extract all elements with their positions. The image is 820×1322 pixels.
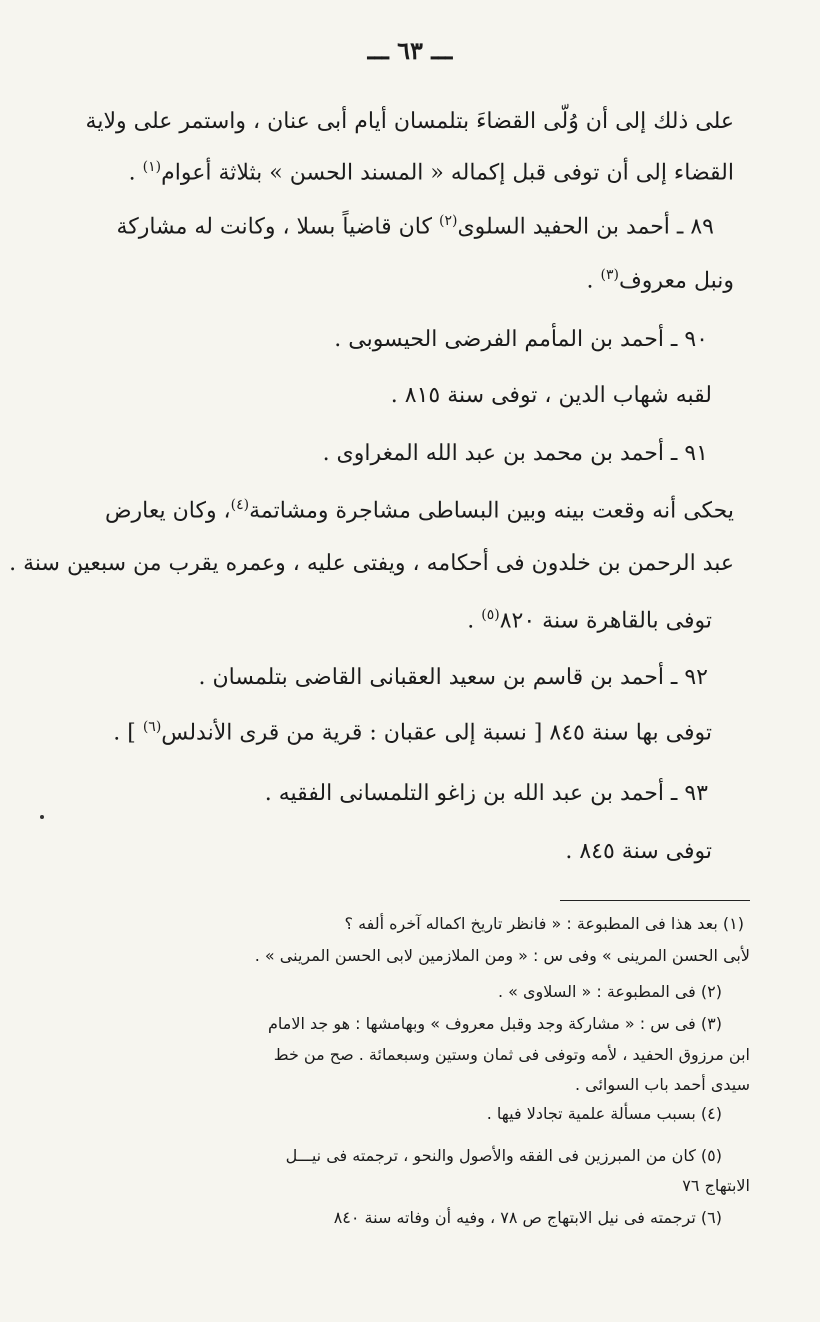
entry-91-death — [467, 606, 712, 636]
footnote-mark-6: (٦) — [142, 719, 162, 735]
period: . — [128, 160, 143, 186]
text-line-2-body: القضاء إلى أن توفى قبل إكماله « المسند الحسن » بثلاثة أعوام — [161, 160, 734, 186]
footnote-5-line-2: الابتهاج ٧٦ — [682, 1176, 750, 1195]
entry-91-heading: ٩١ ـ أحمد بن محمد بن عبد الله المغراوى . — [322, 441, 708, 466]
period: . — [467, 608, 482, 634]
footnote-mark-2: (٢) — [438, 213, 458, 229]
entry-93-heading: ٩٣ ـ أحمد بن عبد الله بن زاغو التلمسانى الفقيه . — [264, 781, 708, 806]
period: . — [586, 268, 601, 294]
entry-92-heading: ٩٢ ـ أحمد بن قاسم بن سعيد العقبانى القاضى بتلمسان . — [198, 665, 708, 690]
footnote-4: (٤) بسبب مسألة علمية تجادلا فيها . — [486, 1104, 722, 1123]
footnote-2: (٢) فى المطبوعة : « السلاوى » . — [497, 982, 722, 1001]
footnote-mark-5: (٥) — [481, 607, 500, 623]
entry-93-text: توفى سنة ٨٤٥ . — [565, 839, 712, 864]
entry-92-text-body: توفى بها سنة ٨٤٥ [ نسبة إلى عقبان : قرية من قرى الأندلس — [161, 720, 712, 746]
footnote-separator — [560, 900, 750, 901]
footnote-1-line-2: لأبى الحسن المرينى » وفى س : « ومن الملازمين لابى الحسن المرينى » . — [254, 946, 750, 965]
footnote-1-line-1: (١) بعد هذا فى المطبوعة : « فانظر تاريخ اكماله آخره ألفه ؟ — [344, 914, 744, 933]
footnote-5-line-1: (٥) كان من المبرزين فى الفقه والأصول والنحو ، ترجمته فى نيـــل — [285, 1146, 722, 1165]
bracket-close: ] . — [113, 720, 143, 746]
entry-91-text-1b: ، وكان يعارض — [104, 498, 231, 524]
entry-91-death-text: توفى بالقاهرة سنة ٨٢٠ — [499, 608, 712, 634]
text-line-2 — [129, 158, 734, 188]
text-line-1: على ذلك إلى أن وُلّى القضاءَ بتلمسان أيام أبى عنان ، واستمر على ولاية — [85, 109, 734, 134]
entry-90-text: لقبه شهاب الدين ، توفى سنة ٨١٥ . — [390, 383, 712, 408]
entry-89-heading — [116, 212, 714, 242]
footnote-mark-3: (٣) — [600, 267, 619, 283]
entry-89-cont-text: ونبل معروف — [618, 268, 734, 294]
page-number: ـــ ٦٣ ـــ — [367, 36, 453, 65]
entry-89-continuation — [587, 266, 734, 296]
entry-91-text-2: عبد الرحمن بن خلدون فى أحكامه ، ويفتى عليه ، وعمره يقرب من سبعين سنة . — [9, 551, 734, 576]
entry-90-heading: ٩٠ ـ أحمد بن المأمم الفرضى الحيسوبى . — [334, 327, 708, 352]
entry-91-text-1 — [105, 496, 734, 526]
entry-89-name: ٨٩ ـ أحمد بن الحفيد السلوى — [457, 214, 714, 240]
footnote-3-line-3: سيدى أحمد باب السوائى . — [574, 1075, 750, 1094]
footnote-mark-1: (١) — [142, 159, 162, 175]
footnote-3-line-2: ابن مرزوق الحفيد ، لأمه وتوفى فى ثمان وستين وسبعمائة . صح من خط — [273, 1045, 750, 1064]
footnote-6: (٦) ترجمته فى نيل الابتهاج ص ٧٨ ، وفيه أن وفاته سنة ٨٤٠ — [333, 1208, 722, 1227]
footnote-3-line-1: (٣) فى س : « مشاركة وجد وقبل معروف » وبهامشها : هو جد الامام — [267, 1014, 722, 1033]
footnote-mark-4: (٤) — [230, 497, 250, 513]
ink-speck — [40, 815, 44, 819]
entry-91-text-1a: يحكى أنه وقعت بينه وبين البساطى مشاجرة ومشاتمة — [249, 498, 734, 524]
entry-92-text — [113, 718, 712, 748]
entry-89-text: كان قاضياً بسلا ، وكانت له مشاركة — [116, 214, 439, 240]
